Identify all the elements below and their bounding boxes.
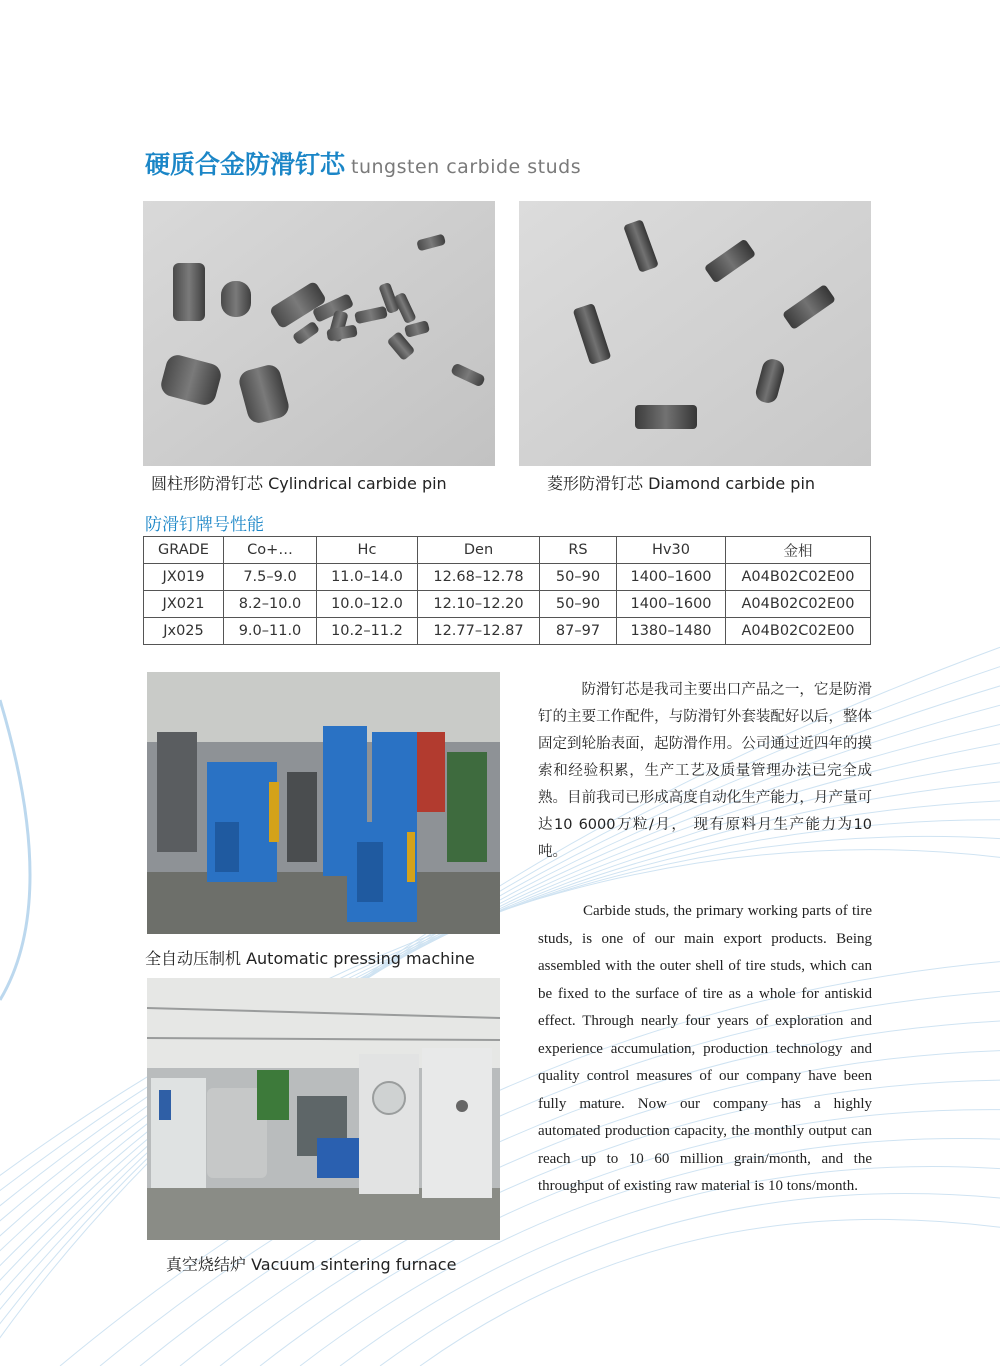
table-cell: 50–90: [540, 591, 617, 618]
table-cell: A04B02C02E00: [726, 564, 871, 591]
table-row: [144, 618, 871, 645]
cylindrical-pin-caption: 圆柱形防滑钉芯 Cylindrical carbide pin: [151, 474, 447, 493]
page-title: [145, 145, 581, 181]
diamond-pin-photo: [519, 201, 871, 466]
pressing-machine-caption: 全自动压制机 Automatic pressing machine: [145, 949, 475, 968]
title-english: tungsten carbide studs: [351, 156, 582, 178]
sintering-furnace-photo: [147, 978, 500, 1240]
table-cell: 50–90: [540, 564, 617, 591]
title-chinese: 硬质合金防滑钉芯: [145, 150, 346, 179]
table-cell: 11.0–14.0: [317, 564, 418, 591]
grades-heading: 防滑钉牌号性能: [145, 515, 264, 535]
table-cell: 1400–1600: [617, 591, 726, 618]
col-metallographic: 金相: [726, 537, 871, 564]
table-cell: Jx025: [144, 618, 224, 645]
table-cell: 8.2–10.0: [224, 591, 317, 618]
english-paragraph: Carbide studs, the primary working parts of tire studs, is one of our main export products. Being assembled with the outer shell of tire studs, which can be fixed to the surface of tire as a whole for antiskid effect. Through nearly four years of exploration and experience accumulation, production technology and quality control measures of our company have been fully mature. Now our company has a highly automated production capacity, the monthly output can reach up to 10 60 million grain/month, and the throughput of existing raw material is 10 tons/month.: [538, 903, 872, 1194]
table-cell: 12.10–12.20: [418, 591, 540, 618]
table-cell: 1380–1480: [617, 618, 726, 645]
col-hv30: Hv30: [617, 537, 726, 564]
chinese-description: [538, 677, 872, 866]
col-grade: GRADE: [144, 537, 224, 564]
col-rs: RS: [540, 537, 617, 564]
col-co: Co+…: [224, 537, 317, 564]
table-cell: A04B02C02E00: [726, 618, 871, 645]
table-cell: 87–97: [540, 618, 617, 645]
table-cell: 1400–1600: [617, 564, 726, 591]
english-description: [538, 898, 872, 1201]
cylindrical-pin-photo: [143, 201, 495, 466]
table-cell: 12.77–12.87: [418, 618, 540, 645]
table-header-row: [144, 537, 871, 564]
col-den: Den: [418, 537, 540, 564]
table-cell: 10.2–11.2: [317, 618, 418, 645]
grades-table: [143, 536, 871, 645]
table-cell: JX019: [144, 564, 224, 591]
pressing-machine-photo: [147, 672, 500, 934]
table-cell: 7.5–9.0: [224, 564, 317, 591]
table-cell: JX021: [144, 591, 224, 618]
table-cell: 9.0–11.0: [224, 618, 317, 645]
table-cell: 12.68–12.78: [418, 564, 540, 591]
table-cell: A04B02C02E00: [726, 591, 871, 618]
chinese-paragraph: 防滑钉芯是我司主要出口产品之一，它是防滑钉的主要工作配件，与防滑钉外套装配好以后，整体固定到轮胎表面，起防滑作用。公司通过近四年的摸索和经验积累，生产工艺及质量管理办法已完全成熟。目前我司已形成高度自动化生产能力，月产量可达10 6000万粒/月， 现有原料月生产能力为10吨。: [538, 682, 872, 860]
table-row: [144, 564, 871, 591]
table-cell: 10.0–12.0: [317, 591, 418, 618]
table-row: [144, 591, 871, 618]
col-hc: Hc: [317, 537, 418, 564]
diamond-pin-caption: 菱形防滑钉芯 Diamond carbide pin: [547, 474, 816, 493]
sintering-furnace-caption: 真空烧结炉 Vacuum sintering furnace: [166, 1255, 457, 1274]
